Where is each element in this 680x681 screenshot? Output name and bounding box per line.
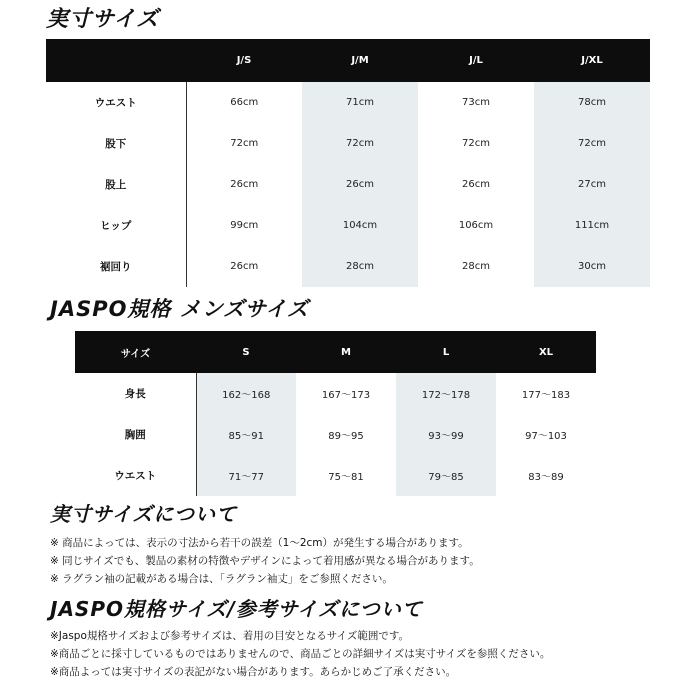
note-item: ※ 同じサイズでも、製品の素材の特徴やデザインによって着用感が異なる場合があります。	[50, 555, 480, 567]
table-cell: 72cm	[302, 123, 418, 164]
table-header-row	[46, 39, 650, 82]
table-cell: 97〜103	[525, 431, 567, 442]
jaspo-notes	[50, 627, 550, 681]
jaspo-mens-size-title: JASPO規格 メンズサイズ	[50, 297, 310, 321]
table-row	[46, 205, 650, 246]
table-cell: 89〜95	[328, 431, 364, 442]
actual-size-notes	[50, 534, 480, 588]
table-cell: 104cm	[302, 205, 418, 246]
note-item: ※商品よっては実寸サイズの表記がない場合があります。あらかじめご了承ください。	[50, 666, 457, 678]
table-cell: 85〜91	[196, 414, 296, 455]
note-item: ※Jaspo規格サイズおよび参考サイズは、着用の目安となるサイズ範囲です。	[50, 630, 410, 642]
header-cell: サイズ	[120, 348, 151, 360]
header-cell: J/XL	[581, 55, 603, 66]
table-cell: 27cm	[534, 164, 650, 205]
table-cell: 66cm	[230, 97, 259, 108]
table-cell: 26cm	[302, 164, 418, 205]
table-cell: 162〜168	[196, 373, 296, 414]
table-cell: 72cm	[462, 138, 490, 149]
row-label: ウエスト	[46, 82, 186, 123]
table-row	[75, 373, 596, 414]
table-cell: 93〜99	[396, 414, 496, 455]
table-row	[75, 414, 596, 455]
table-row	[46, 164, 650, 205]
row-label: 裾回り	[46, 246, 186, 287]
header-cell: S	[242, 346, 250, 358]
header-cell: XL	[538, 346, 554, 358]
table-cell: 72cm	[230, 138, 259, 149]
actual-size-title: 実寸サイズ	[46, 7, 160, 32]
row-label: ウエスト	[75, 455, 196, 496]
row-label: 身長	[75, 373, 196, 414]
table-cell: 75〜81	[328, 472, 364, 483]
table-cell: 177〜183	[521, 390, 571, 401]
note-item: ※ ラグラン袖の記載がある場合は、「ラグラン袖丈」をご参照ください。	[50, 573, 393, 585]
table-cell: 30cm	[534, 246, 650, 287]
table-cell: 106cm	[458, 220, 494, 231]
table-cell: 26cm	[230, 261, 259, 272]
table-row	[46, 123, 650, 164]
row-label: 胸囲	[75, 414, 196, 455]
note-item: ※商品ごとに採寸しているものではありませんので、商品ごとの詳細サイズは実寸サイズを参照ください。	[50, 648, 551, 660]
header-cell: L	[442, 346, 450, 358]
jaspo-notes-title: JASPO規格サイズ/参考サイズについて	[50, 597, 423, 621]
header-cell	[46, 39, 186, 82]
note-item: ※ 商品によっては、表示の寸法から若干の誤差（1〜2cm）が発生する場合があります。	[50, 537, 469, 549]
table-cell: 72cm	[534, 123, 650, 164]
table-cell: 73cm	[462, 97, 490, 108]
table-cell: 78cm	[534, 82, 650, 123]
table-row	[75, 455, 596, 496]
table-cell: 167〜173	[321, 390, 371, 401]
table-cell: 99cm	[230, 220, 259, 231]
table-row	[46, 82, 650, 123]
jaspo-size-table	[75, 331, 597, 496]
header-cell: J/S	[236, 55, 252, 66]
table-cell: 71〜77	[196, 455, 296, 496]
row-label: 股下	[46, 123, 186, 164]
table-header-row	[75, 331, 596, 373]
row-label: 股上	[46, 164, 186, 205]
header-cell: M	[341, 346, 351, 358]
table-cell: 28cm	[302, 246, 418, 287]
actual-size-table	[46, 39, 651, 287]
table-cell: 83〜89	[528, 472, 564, 483]
table-cell: 26cm	[230, 179, 259, 190]
row-label: ヒップ	[46, 205, 186, 246]
table-cell: 71cm	[302, 82, 418, 123]
header-cell: J/L	[469, 55, 483, 66]
table-cell: 111cm	[534, 205, 650, 246]
table-cell: 172〜178	[396, 373, 496, 414]
header-cell: J/M	[351, 55, 369, 66]
table-row	[46, 246, 650, 287]
actual-size-notes-title: 実寸サイズについて	[50, 502, 237, 526]
table-cell: 79〜85	[396, 455, 496, 496]
table-cell: 28cm	[462, 261, 490, 272]
table-cell: 26cm	[462, 179, 490, 190]
